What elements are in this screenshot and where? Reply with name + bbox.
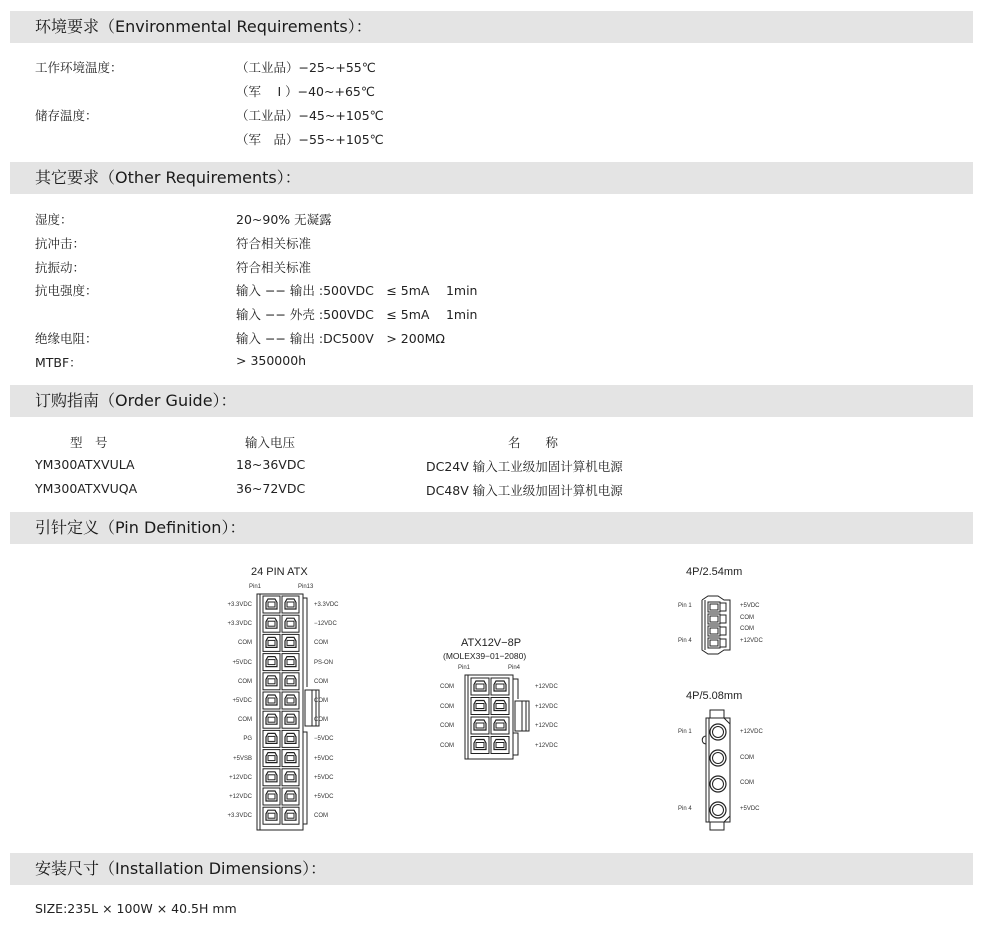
pin-cell (263, 692, 280, 709)
other-value: 符合相关标准 (236, 260, 312, 275)
pin-label: −5VDC (314, 736, 334, 743)
pin-cell (263, 654, 280, 671)
other-label: 抗振动： (35, 260, 86, 275)
atx8-connector-diagram (463, 673, 533, 761)
env-value: （军 品）−55~+105℃ (236, 132, 384, 147)
env-value: （工业品）−25~+55℃ (236, 60, 376, 75)
other-label: 湿度： (35, 212, 73, 227)
pin-cell (263, 750, 280, 767)
p508-pin4-label: Pin 4 (678, 806, 692, 812)
pin-cell (282, 711, 299, 728)
pin-cell (710, 802, 726, 818)
env-value: （军 I ）−40~+65℃ (236, 84, 375, 99)
pin-label: +3.3VDC (227, 621, 252, 628)
pin-label: +12VDC (535, 703, 558, 710)
env-value: （工业品）−45~+105℃ (236, 108, 384, 123)
pin-cell (708, 638, 726, 648)
pin-cell (471, 678, 489, 695)
atx8-subtitle: (MOLEX39−01−2080) (443, 651, 527, 661)
pin-cell (708, 602, 726, 612)
env-label: 储存温度： (35, 108, 98, 123)
pin-label: COM (314, 813, 328, 820)
pin-cell (263, 730, 280, 747)
pin-cell (282, 769, 299, 786)
pin-label: +5VDC (740, 603, 760, 609)
other-label: MTBF： (35, 355, 82, 370)
section-header-environmental (10, 11, 973, 43)
atx24-title: 24 PIN ATX (251, 566, 308, 578)
pin-cell (263, 711, 280, 728)
pin-label: +3.3VDC (314, 602, 339, 608)
pin-cell (263, 615, 280, 632)
pin-label: +3.3VDC (227, 602, 252, 608)
pin-label: +12VDC (229, 794, 252, 800)
pin-label: COM (440, 723, 454, 729)
pin-cell (282, 807, 299, 824)
pin-label: COM (740, 754, 754, 761)
order-header-name: 名 称 (508, 435, 559, 450)
atx24-pin13-label: Pin13 (298, 584, 314, 590)
pin-label: PS-ON (314, 659, 334, 666)
other-value: 输入 −− 输出 :DC500V > 200MΩ (236, 331, 445, 346)
atx8-title: ATX12V−8P (461, 637, 522, 649)
p508-connector-diagram (696, 708, 738, 832)
order-cell-voltage: 18~36VDC (236, 457, 306, 472)
pin-label: −12VDC (314, 621, 337, 628)
pin-label: COM (740, 780, 754, 787)
pin-label: +5VSB (233, 755, 252, 762)
section-title: 订购指南（Order Guide）： (35, 391, 237, 410)
other-value: 输入 −− 外壳 :500VDC ≤ 5mA 1min (236, 307, 478, 322)
section-header-order (10, 385, 973, 417)
install-size: SIZE:235L × 100W × 40.5H mm (35, 901, 237, 916)
section-title: 安装尺寸（Installation Dimensions）： (35, 859, 327, 878)
p254-connector-diagram (700, 594, 736, 656)
pin-label: +5VDC (232, 659, 252, 666)
pin-cell (282, 654, 299, 671)
order-header-voltage: 输入电压 (245, 435, 296, 450)
pin-cell (710, 724, 726, 740)
p254-pin1-label: Pin 1 (678, 603, 692, 609)
pin-label: +5VDC (314, 774, 334, 781)
section-header-pins (10, 512, 973, 544)
order-cell-model: YM300ATXVULA (35, 457, 135, 472)
pin-cell (471, 737, 489, 754)
p254-title: 4P/2.54mm (686, 566, 743, 578)
pin-cell (282, 692, 299, 709)
section-title: 其它要求（Other Requirements）： (35, 168, 301, 187)
pin-cell (710, 776, 726, 792)
pin-cell (708, 614, 726, 624)
pin-cell (282, 673, 299, 690)
pin-cell (263, 807, 280, 824)
pin-cell (263, 596, 280, 613)
pin-cell (263, 788, 280, 805)
pin-label: COM (314, 640, 328, 647)
pin-label: COM (314, 698, 328, 704)
atx24-pin1-label: Pin1 (249, 584, 262, 590)
pin-cell (282, 750, 299, 767)
pin-cell (282, 596, 299, 613)
pin-cell (282, 615, 299, 632)
env-label: 工作环境温度： (35, 60, 123, 75)
other-value: > 350000h (236, 353, 307, 368)
pin-cell (263, 769, 280, 786)
pin-cell (282, 730, 299, 747)
pin-label: COM (238, 640, 252, 647)
pin-cell (471, 698, 489, 715)
pin-cell (491, 698, 509, 715)
pin-label: +12VDC (535, 684, 558, 690)
other-label: 抗冲击： (35, 236, 86, 251)
pin-label: COM (238, 717, 252, 724)
order-cell-model: YM300ATXVUQA (35, 481, 138, 496)
pin-label: +3.3VDC (227, 813, 252, 820)
other-label: 绝缘电阻： (35, 331, 98, 346)
pin-cell (471, 717, 489, 734)
pin-cell (282, 788, 299, 805)
pin-cell (708, 626, 726, 636)
pin-label: +5VDC (740, 806, 760, 813)
other-value: 输入 −− 输出 :500VDC ≤ 5mA 1min (236, 283, 478, 298)
pin-label: +5VDC (232, 698, 252, 704)
section-title: 环境要求（Environmental Requirements）： (35, 17, 372, 36)
pin-label: COM (440, 742, 454, 749)
pin-label: COM (314, 678, 328, 685)
pin-label: COM (238, 678, 252, 685)
pin-label: COM (314, 717, 328, 724)
pin-cell (282, 634, 299, 651)
pin-label: +5VDC (314, 755, 334, 762)
pin-label: COM (740, 614, 754, 621)
pin-label: COM (440, 703, 454, 710)
atx8-pin4-label: Pin4 (508, 665, 521, 671)
pin-label: +12VDC (535, 723, 558, 729)
atx8-pin1-label: Pin1 (458, 665, 471, 671)
other-label: 抗电强度： (35, 283, 98, 298)
p508-title: 4P/5.08mm (686, 690, 743, 702)
section-title: 引针定义（Pin Definition）： (35, 518, 246, 537)
section-header-other (10, 162, 973, 194)
pin-label: COM (740, 626, 754, 633)
pin-cell (263, 634, 280, 651)
other-value: 20~90% 无凝露 (236, 212, 332, 227)
pin-label: +12VDC (229, 774, 252, 781)
pin-label: +12VDC (740, 729, 763, 735)
p254-pin4-label: Pin 4 (678, 638, 692, 644)
pin-cell (491, 737, 509, 754)
pin-label: COM (440, 684, 454, 690)
pin-cell (710, 750, 726, 766)
order-cell-name: DC48V 输入工业级加固计算机电源 (426, 483, 623, 498)
pin-label: +5VDC (314, 794, 334, 800)
order-cell-voltage: 36~72VDC (236, 481, 306, 496)
p508-pin1-label: Pin 1 (678, 729, 692, 735)
pin-label: +12VDC (740, 638, 763, 645)
other-value: 符合相关标准 (236, 236, 312, 251)
order-cell-name: DC24V 输入工业级加固计算机电源 (426, 459, 623, 474)
section-header-install (10, 853, 973, 885)
pin-cell (491, 717, 509, 734)
pin-label: +12VDC (535, 742, 558, 749)
pin-cell (263, 673, 280, 690)
order-header-model: 型 号 (70, 435, 108, 450)
pin-label: PG (243, 736, 252, 743)
pin-cell (491, 678, 509, 695)
